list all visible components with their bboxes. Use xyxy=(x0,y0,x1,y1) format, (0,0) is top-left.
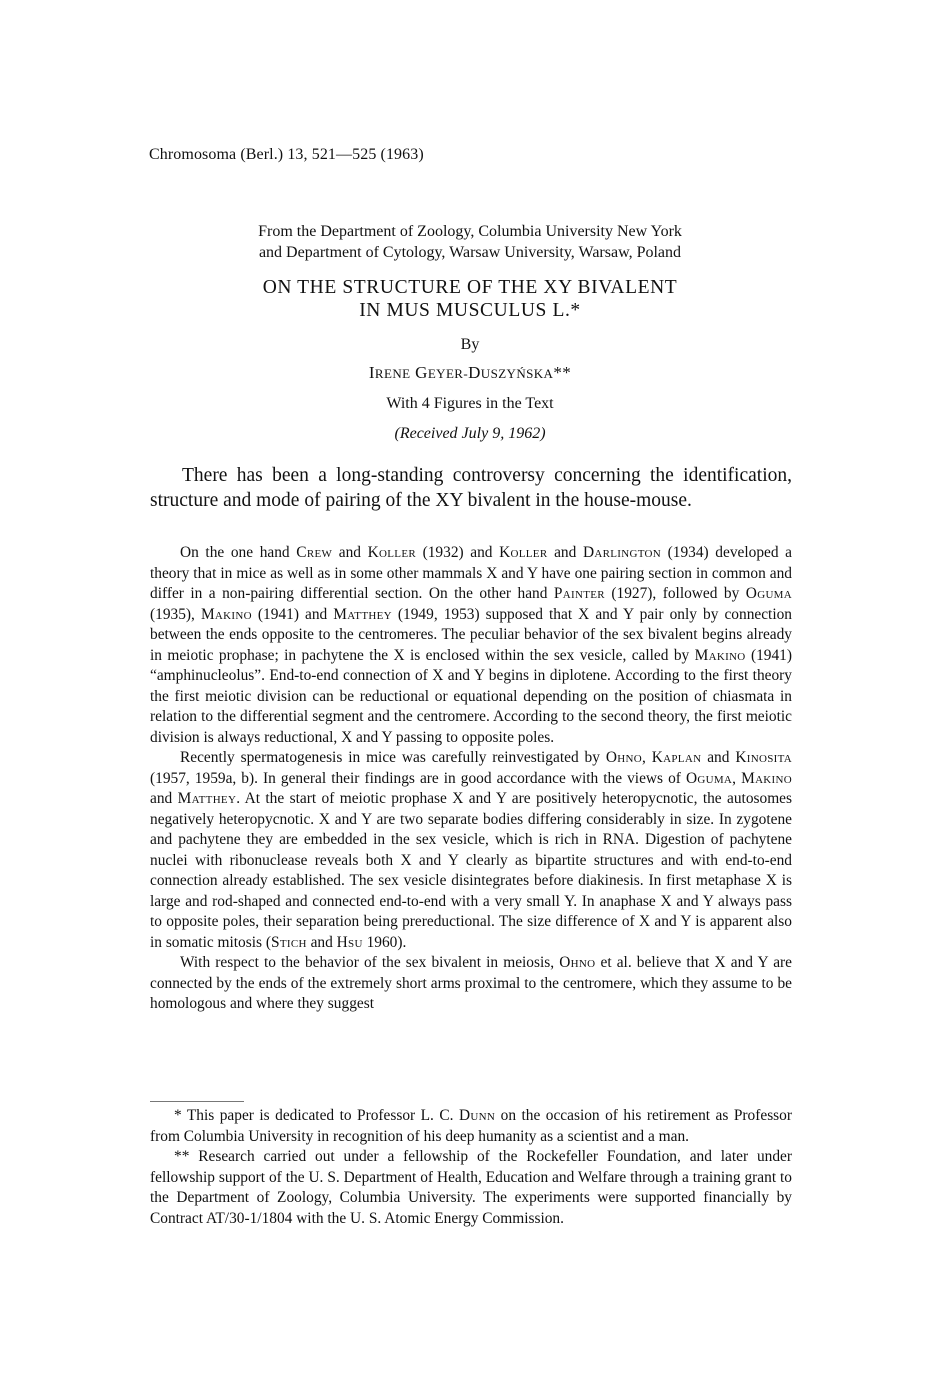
author-first-rest: RENE xyxy=(374,366,411,381)
author-name xyxy=(150,363,790,383)
author-citation: Oguma xyxy=(745,585,793,602)
text-run: (1941) and xyxy=(251,605,334,623)
author-citation: Makino xyxy=(694,646,746,664)
text-run: (1957, 1959a, b). In general their findings are in good accordance with the views of xyxy=(150,769,686,787)
byline: By xyxy=(460,336,480,353)
title-line-1: ON THE STRUCTURE OF THE XY BIVALENT xyxy=(262,277,678,298)
footnote-2: ** Research carried out under a fellowship of the Rockefeller Foundation, and later under fellowship support of the U. S. Department of Health, Education and Welfare through a training grant to the Department of Zoology, Columbia University. The experiments were supported financially by Contract AT/30-1/1804 with the U. S. Atomic Energy Commission. xyxy=(150,1148,792,1227)
text-run: Recently spermatogenesis in mice was carefully reinvestigated by xyxy=(180,749,606,766)
text-run: * This paper is dedicated to Professor L. C. xyxy=(174,1107,459,1124)
author-last2-initial: D xyxy=(468,363,481,382)
author-last2-rest: USZYŃSKA xyxy=(480,366,554,381)
figures-note: With 4 Figures in the Text xyxy=(386,395,554,412)
footnote-1 xyxy=(150,1106,792,1147)
journal-reference: Chromosoma (Berl.) 13, 521—525 (1963) xyxy=(149,146,424,163)
paper-title xyxy=(150,276,790,322)
text-run: . At the start of meiotic prophase X and Y are positively heteropycnotic, the autosomes negatively heteropycnotic. X and Y are two separate bodies differing considerably in size. In zygotene and pachytene they are embedded in the sex vesicle, which is rich in RNA. Digestion of pachytene nuclei with ribonuclease reveals both X and Y clearly as bipartite structures and with end-to-end connection already established. The sex vesicle disintegrates before diakinesis. In first metaphase X is large and rod-shaped and connected end-to-end with a very small Y. In anaphase X and Y always pass to opposite poles, their separation being prereductional. The size difference of X and Y is apparent also in somatic mitosis ( xyxy=(150,790,793,951)
text-run: 1960). xyxy=(362,933,407,951)
author-citation: Makino xyxy=(741,769,793,787)
text-run: and xyxy=(547,544,583,561)
affiliation xyxy=(150,221,790,263)
author-citation: Dunn xyxy=(458,1107,496,1124)
body-paragraph-3 xyxy=(150,953,792,1015)
author-citation: Stich xyxy=(270,933,307,951)
text-run: , xyxy=(641,749,652,766)
author-citation: Oguma xyxy=(685,769,733,787)
text-run: and xyxy=(150,790,178,807)
text-run: (1927), followed by xyxy=(604,585,746,602)
title-line-2: IN MUS MUSCULUS L.* xyxy=(359,300,581,321)
text-run: (1949, 1953) supposed that X and Y pair only by connection between the ends opposite to the centromeres. The peculiar behavior of the sex bivalent begins already in meiotic prophase; in pachytene the X is enclosed within the sex vesicle, called by xyxy=(150,605,792,664)
author-citation: Crew xyxy=(296,544,333,561)
author-citation: Darlington xyxy=(582,544,662,561)
text-run: et al. believe that X and Y are connected by the ends of the extremely short arms proximal to the centromere, which they assume to be homologous and where they suggest xyxy=(150,954,792,1012)
footnote-divider xyxy=(150,1101,244,1102)
author-citation: Hsu xyxy=(336,933,363,951)
received-date: (Received July 9, 1962) xyxy=(394,425,546,442)
author-citation: Ohno xyxy=(605,749,642,766)
footnotes xyxy=(150,1106,792,1229)
text-run: On the one hand xyxy=(180,544,297,561)
author-first-initial: I xyxy=(368,363,375,382)
text-run: and xyxy=(332,544,368,561)
author-citation: Painter xyxy=(553,585,605,602)
text-run: (1934) developed a theory that in mice as well as in some other mammals X and Y have one pairing section in common and differ in a non-pairing differential section. On the other hand xyxy=(150,544,792,602)
text-run: and xyxy=(701,749,736,766)
text-run: (1935), xyxy=(150,605,201,623)
text-run: , xyxy=(732,769,742,787)
body-text xyxy=(150,543,792,1015)
author-footnote-marks: ** xyxy=(553,363,572,382)
affiliation-line-1: From the Department of Zoology, Columbia University New York xyxy=(258,223,682,240)
author-citation: Kinosita xyxy=(735,749,792,766)
author-citation: Matthey xyxy=(177,790,237,807)
author-citation: Matthey xyxy=(333,605,392,623)
author-citation: Ohno xyxy=(559,954,596,971)
intro-paragraph: There has been a long-standing controversy concerning the identification, structure and mode of pairing of the XY bivalent in the house-mouse. xyxy=(150,465,792,511)
author-last1-initial: G xyxy=(415,363,428,382)
body-paragraph-1 xyxy=(150,543,792,748)
text-run: With respect to the behavior of the sex bivalent in meiosis, xyxy=(180,954,560,971)
text-run: (1932) and xyxy=(415,544,500,561)
author-citation: Makino xyxy=(200,605,252,623)
author-citation: Koller xyxy=(367,544,416,561)
affiliation-line-2: and Department of Cytology, Warsaw University, Warsaw, Poland xyxy=(258,244,682,261)
body-paragraph-2 xyxy=(150,748,792,953)
author-last1-rest: EYER- xyxy=(427,366,469,381)
author-citation: Koller xyxy=(499,544,548,561)
text-run: and xyxy=(306,933,337,951)
text-run: on the occasion of his retirement as Professor from Columbia University in recognition of his deep humanity as a scientist and a man. xyxy=(150,1107,792,1145)
text-run: (1941) “amphinucleolus”. End-to-end connection of X and Y begins in diplotene. According to the first theory the first meiotic division can be reductional or equational depending on the position of chiasmata in relation to the differential segment and the centromere. According to the second theory, the first meiotic division is always reductional, X and Y passing to opposite poles. xyxy=(150,646,792,746)
author-citation: Kaplan xyxy=(651,749,702,766)
